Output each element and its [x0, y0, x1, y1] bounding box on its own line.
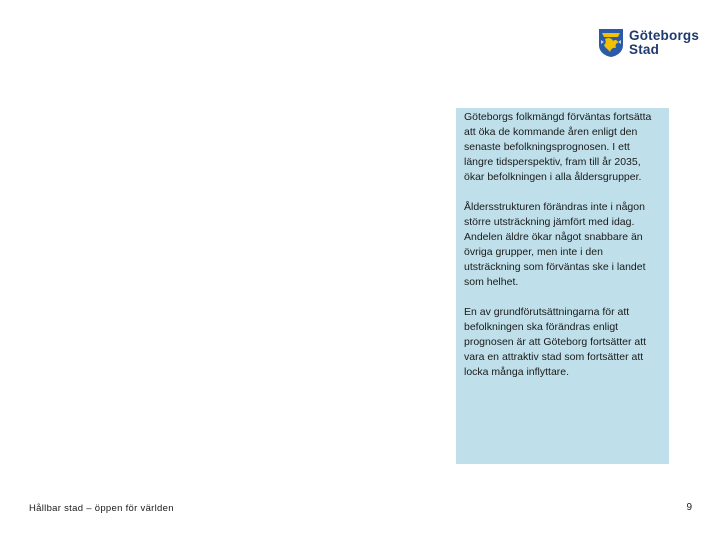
- info-paragraph-2: Åldersstrukturen förändras inte i någon större utsträckning jämfört med idag. Andelen äldre ökar något snabbare än övriga grupper, men inte i den utsträckning som förväntas ske i landet som helhet.: [464, 201, 646, 288]
- goteborgs-stad-logo: [598, 28, 699, 58]
- page-number: 9: [686, 502, 692, 513]
- city-crest-icon: [598, 28, 624, 58]
- logo-wordmark: [629, 29, 699, 57]
- info-paragraph-3: En av grundförutsättningarna för att befolkningen ska förändras enligt prognosen är att Göteborg fortsätter att vara en attraktiv stad som fortsätter att locka många inflyttare.: [464, 306, 647, 378]
- logo-line-2: Stad: [629, 42, 660, 57]
- logo-line-1: Göteborgs: [629, 28, 700, 43]
- info-paragraph-1: Göteborgs folkmängd förväntas fortsätta att öka de kommande åren enligt den senaste befolkningsprognosen. I ett längre tidsperspektiv, fram till år 2035, ökar befolkningen i alla åldersgrupper.: [464, 111, 652, 183]
- footer-tagline: Hållbar stad – öppen för världen: [29, 503, 174, 514]
- info-box: [456, 108, 669, 464]
